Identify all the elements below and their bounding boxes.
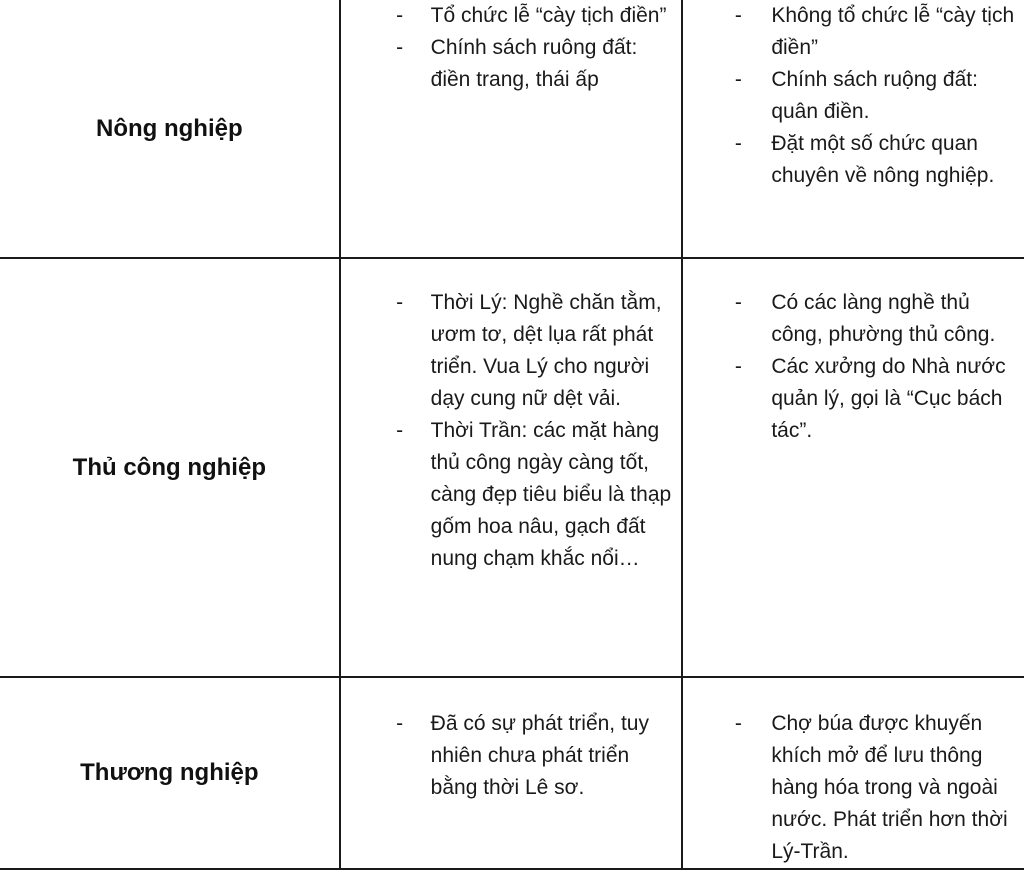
- list-item-text: Các xưởng do Nhà nước quản lý, gọi là “Cục bách tác”.: [771, 355, 1006, 443]
- list-item-text: Chính sách ruộng đất: quân điền.: [771, 68, 978, 123]
- list-item: [683, 351, 1024, 447]
- category-cell: [0, 677, 340, 869]
- bullet-dash: -: [734, 4, 742, 27]
- category-label: Nông nghiệp: [96, 114, 243, 142]
- list-item-text: Chợ búa được khuyến khích mở để lưu thông hàng hóa trong và ngoài nước. Phát triển hơn thời Lý-Trần.: [771, 711, 1008, 863]
- list-item-text: Đặt một số chức quan chuyên về nông nghiệp.: [771, 132, 995, 187]
- bullet-dash: -: [396, 419, 404, 443]
- list-item-text: Đã có sự phát triển, tuy nhiên chưa phát triển bằng thời Lê sơ.: [430, 711, 649, 799]
- list-item: [341, 32, 682, 96]
- list-item: [683, 287, 1024, 351]
- bullet-dash: -: [396, 711, 404, 735]
- ly-tran-cell: [340, 0, 683, 258]
- list-item-text: Không tổ chức lễ “cày tịch điền”: [771, 4, 1015, 59]
- list-item-text: Thời Lý: Nghề chăn tằm, ươm tơ, dệt lụa rất phát triển. Vua Lý cho người dạy cung nữ dệt vải.: [430, 291, 662, 411]
- le-so-cell: [682, 677, 1024, 869]
- bullet-list: [341, 287, 682, 575]
- bullet-list: [341, 0, 682, 96]
- bullet-list: [683, 0, 1024, 192]
- category-label: Thương nghiệp: [80, 758, 259, 786]
- list-item: [683, 128, 1024, 192]
- list-item-text: Chính sách ruông đất: điền trang, thái ấp: [430, 36, 638, 91]
- le-so-cell: [682, 258, 1024, 676]
- list-item: [683, 64, 1024, 128]
- bullet-dash: -: [734, 711, 742, 735]
- bullet-list: [683, 287, 1024, 447]
- bullet-dash: -: [734, 132, 742, 155]
- list-item: [341, 415, 682, 575]
- list-item-text: Tổ chức lễ “cày tịch điền”: [430, 4, 667, 27]
- category-cell: [0, 0, 340, 258]
- bullet-list: [341, 708, 682, 804]
- le-so-cell: [682, 0, 1024, 258]
- bullet-dash: -: [734, 68, 742, 91]
- list-item: [341, 287, 682, 415]
- ly-tran-cell: [340, 677, 683, 869]
- category-label: Thủ công nghiệp: [72, 453, 266, 481]
- table-row: [0, 0, 1024, 258]
- bullet-dash: -: [396, 36, 404, 59]
- list-item: [683, 708, 1024, 868]
- bullet-dash: -: [734, 355, 742, 379]
- bullet-dash: -: [734, 291, 742, 315]
- category-cell: [0, 258, 340, 676]
- table-row: [0, 677, 1024, 869]
- list-item-text: Có các làng nghề thủ công, phường thủ công.: [771, 291, 996, 347]
- ly-tran-cell: [340, 258, 683, 676]
- bullet-dash: -: [396, 291, 404, 315]
- list-item: [341, 708, 682, 804]
- list-item: [341, 0, 682, 32]
- list-item: [683, 0, 1024, 64]
- bullet-list: [683, 708, 1024, 868]
- bullet-dash: -: [396, 4, 404, 27]
- table-row: [0, 258, 1024, 676]
- list-item-text: Thời Trần: các mặt hàng thủ công ngày càng tốt, càng đẹp tiêu biểu là thạp gốm hoa nâu, gạch đất nung chạm khắc nổi…: [430, 419, 672, 571]
